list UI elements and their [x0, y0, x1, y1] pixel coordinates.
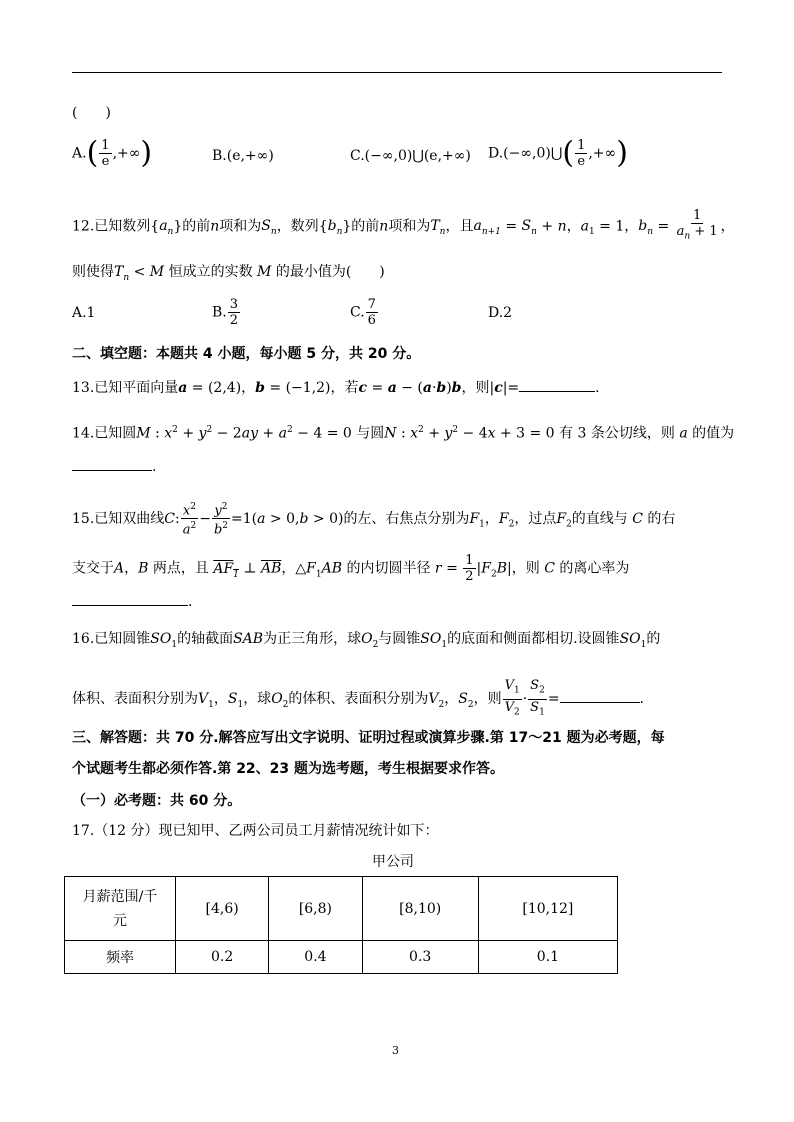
q12-option-d: D.2 [488, 305, 513, 321]
q15-line1: 15.已知双曲线C: $\frac{x^2}{a^2}$ − $\frac{y^2}{b^2}$ =1(a > 0,b > 0)的左、右焦点分别为$F_1$，$F_2$，过点$F_2$的直线与 C 的右 [72, 502, 676, 538]
q12-option-c: C. $\frac{7}{6}$ [350, 297, 376, 328]
q11-paren: ( ) [72, 105, 111, 121]
q17-stem: 17.（12 分）现已知甲、乙两公司员工月薪情况统计如下： [72, 823, 439, 839]
q14-line2: . [72, 458, 156, 476]
q15-line2: 支交于A，B 两点，且 $AF_1$ ⊥ $\overline{AB}$，$\triangle F_1AB$ 的内切圆半径 r = $\frac{1}{2}$ $|F_2B|$，则 C 的离心率为 [72, 553, 630, 584]
table-row [65, 941, 618, 974]
q15-line3: . [72, 593, 192, 611]
q12-option-a: A.1 [72, 305, 96, 321]
q16-line1: 16.已知圆锥$SO_1$的轴截面SAB为正三角形，球$O_2$与圆锥$SO_1$的底面和侧面都相切.设圆锥$SO_1$的 [72, 631, 661, 650]
table-header-label: 月薪范围/千 元 [65, 877, 176, 941]
table-range-cell: [8,10) [362, 877, 478, 941]
q12-line2: 则使得$T_n < M$ 恒成立的实数 M 的最小值为( ) [72, 264, 385, 283]
section3-heading-line1: 三、解答题：共 70 分.解答应写出文字说明、证明过程或演算步骤.第 17～21 题为必考题，每 [72, 730, 665, 746]
table-freq-cell: 0.1 [478, 941, 617, 974]
table-range-cell: [4,6) [176, 877, 269, 941]
table-freq-cell: 0.3 [362, 941, 478, 974]
q14-line1: 14.已知圆M : $x^2 + y^2 - 2ay + a^2 - 4 = 0$ 与圆N : $x^2 + y^2 - 4x + 3 = 0$ 有 3 条公切线，则 a 的值为 [72, 425, 735, 442]
table-range-cell: [6,8) [269, 877, 362, 941]
section2-heading: 二、填空题：本题共 4 小题，每小题 5 分，共 20 分。 [72, 346, 421, 362]
q16-line2: 体积、表面积分别为$V_1$，$S_1$，球$O_2$的体积、表面积分别为$V_2$，$S_2$，则 $\frac{V_1}{V_2}$ · $\frac{S_2}{S_1}$ = . [72, 678, 644, 718]
q11-option-b: B.(e,+∞) [212, 148, 274, 164]
table-freq-cell: 0.2 [176, 941, 269, 974]
q11-option-d: D.(−∞,0)⋃( $\frac{1}{e}$ ,+∞) [488, 135, 628, 171]
table-caption: 甲公司 [372, 854, 414, 870]
q11-option-c: C.(−∞,0)⋃(e,+∞) [350, 148, 471, 164]
page-number: 3 [392, 1044, 399, 1057]
salary-table [64, 876, 618, 974]
table-header-row [65, 877, 618, 941]
table-freq-cell: 0.4 [269, 941, 362, 974]
section3-heading-line2: 个试题考生都必须作答.第 22、23 题为选考题，考生根据要求作答。 [72, 761, 505, 777]
subsection1-heading: （一）必考题：共 60 分。 [72, 793, 242, 809]
table-range-cell: [10,12] [478, 877, 617, 941]
q12-line1: 12.已知数列$\{a_n\}$的前n项和为$S_n$，数列$\{b_n\}$的前n项和为$T_n$，且$a_{n+1} = S_n + n$，$a_1 = 1$，$b_n$ = $\frac{1}{a_n + 1}$ ， [72, 208, 735, 242]
q11-option-a: A.( $\frac{1}{e}$ ,+∞) [72, 135, 153, 171]
q12-option-b: B. $\frac{3}{2}$ [212, 297, 239, 328]
header-rule [72, 72, 722, 73]
table-row-label: 频率 [65, 941, 176, 974]
q13: 13.已知平面向量a = (2,4)，b = (−1,2)，若c = a − (a·b)b，则|c|= . [72, 380, 600, 396]
